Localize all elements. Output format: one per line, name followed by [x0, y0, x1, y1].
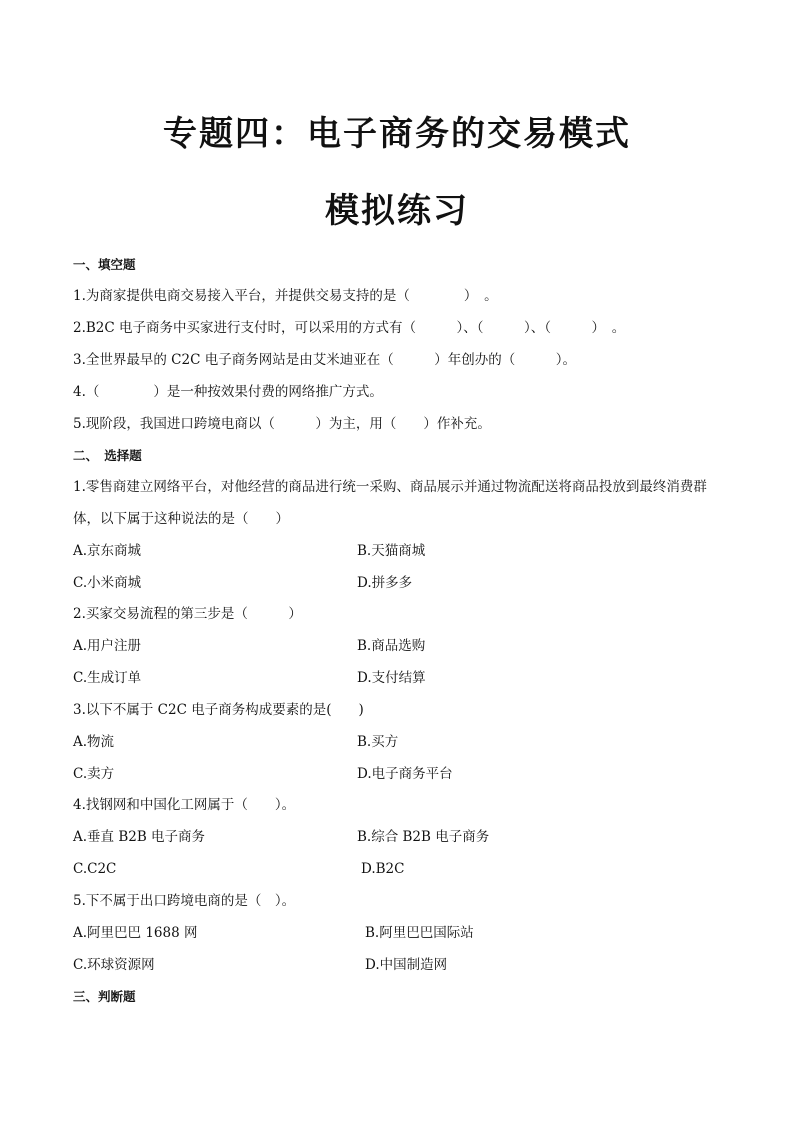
- fill-question-3: 3.全世界最早的 C2C 电子商务网站是由艾米迪亚在（ ）年创办的（ ）。: [73, 352, 576, 368]
- section-heading-choice: 二、 选择题: [73, 448, 142, 463]
- choice-question-1-stem-line-2: 体，以下属于这种说法的是（ ）: [73, 511, 289, 527]
- fill-question-1: 1.为商家提供电商交易接入平台，并提供交易支持的是（ ） 。: [73, 288, 498, 304]
- fill-question-4: 4.（ ）是一种按效果付费的网络推广方式。: [73, 384, 383, 400]
- choice-question-4-option-d: D.B2C: [361, 861, 405, 877]
- fill-question-5: 5.现阶段，我国进口跨境电商以（ ）为主，用（ ）作补充。: [73, 416, 491, 432]
- choice-question-4-stem: 4.找钢网和中国化工网属于（ ）。: [73, 797, 296, 813]
- choice-question-1-option-c: C.小米商城: [73, 575, 142, 591]
- choice-question-3-option-a: A.物流: [73, 734, 115, 750]
- choice-question-2-option-c: C.生成订单: [73, 670, 142, 686]
- choice-question-4-option-a: A.垂直 B2B 电子商务: [73, 829, 206, 845]
- choice-question-4-option-c: C.C2C: [73, 861, 117, 877]
- choice-question-5-option-b: B.阿里巴巴国际站: [365, 925, 474, 941]
- choice-question-1-option-a: A.京东商城: [73, 543, 142, 559]
- choice-question-3-option-b: B.买方: [357, 734, 399, 750]
- choice-question-2-option-b: B.商品选购: [357, 638, 426, 654]
- section-heading-judge: 三、判断题: [73, 989, 136, 1004]
- choice-question-5-stem: 5.下不属于出口跨境电商的是（ ）。: [73, 893, 296, 909]
- choice-question-2-stem: 2.买家交易流程的第三步是（ ）: [73, 606, 302, 622]
- choice-question-2-option-d: D.支付结算: [357, 670, 426, 686]
- fill-question-2: 2.B2C 电子商务中买家进行支付时，可以采用的方式有（ ）、（ ）、（ ） 。: [73, 320, 626, 336]
- choice-question-5-option-a: A.阿里巴巴 1688 网: [73, 925, 198, 941]
- choice-question-3-stem: 3.以下不属于 C2C 电子商务构成要素的是( ): [73, 702, 364, 718]
- choice-question-1-option-b: B.天猫商城: [357, 543, 426, 559]
- page-subtitle: 模拟练习: [325, 191, 469, 231]
- choice-question-5-option-c: C.环球资源网: [73, 957, 155, 973]
- section-heading-fill-blank: 一、填空题: [73, 257, 136, 272]
- choice-question-4-option-b: B.综合 B2B 电子商务: [357, 829, 490, 845]
- choice-question-2-option-a: A.用户注册: [73, 638, 142, 654]
- choice-question-1-option-d: D.拼多多: [357, 575, 413, 591]
- choice-question-1-stem-line-1: 1.零售商建立网络平台，对他经营的商品进行统一采购、商品展示并通过物流配送将商品投放到最终消费群: [73, 479, 707, 495]
- choice-question-5-option-d: D.中国制造网: [365, 957, 448, 973]
- page-title: 专题四：电子商务的交易模式: [163, 114, 631, 154]
- choice-question-3-option-c: C.卖方: [73, 766, 115, 782]
- choice-question-3-option-d: D.电子商务平台: [357, 766, 453, 782]
